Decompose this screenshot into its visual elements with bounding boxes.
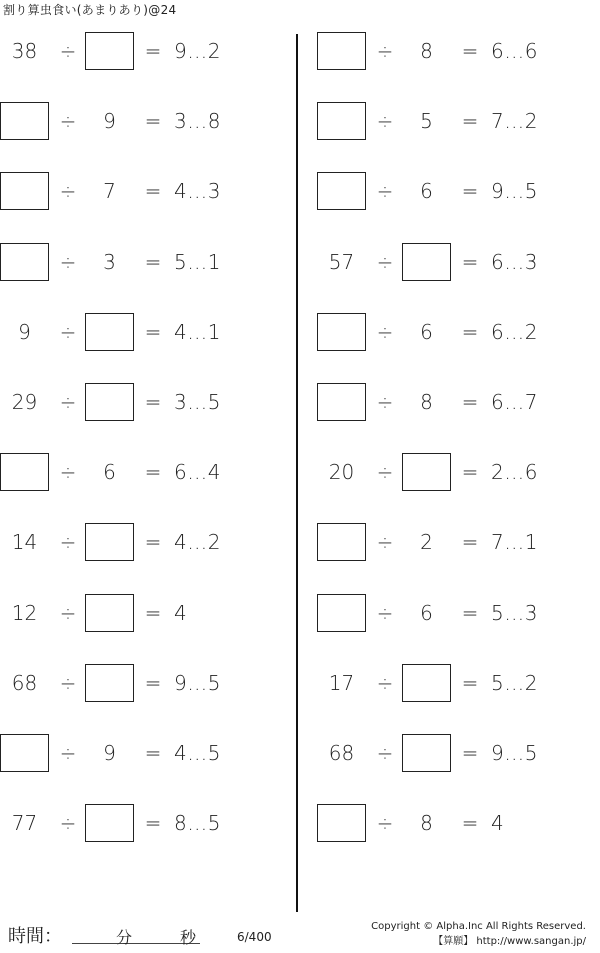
equals-sign: = <box>144 671 162 695</box>
divide-sign: ÷ <box>376 39 394 63</box>
answer-box[interactable] <box>317 804 366 842</box>
problem-row <box>317 453 597 491</box>
divide-sign: ÷ <box>59 601 77 625</box>
divide-sign: ÷ <box>59 390 77 414</box>
quotient-remainder: 6…2 <box>491 320 538 344</box>
answer-box[interactable] <box>85 32 134 70</box>
equals-sign: = <box>461 320 479 344</box>
answer-box[interactable] <box>317 313 366 351</box>
problem-row <box>317 664 597 702</box>
equals-sign: = <box>144 109 162 133</box>
quotient-remainder: 9…5 <box>491 741 538 765</box>
equals-sign: = <box>461 811 479 835</box>
answer-box[interactable] <box>317 172 366 210</box>
quotient-remainder: 8…5 <box>174 811 221 835</box>
problem-row <box>317 102 597 140</box>
divide-sign: ÷ <box>59 320 77 344</box>
quotient-remainder: 6…6 <box>491 39 538 63</box>
equals-sign: = <box>144 179 162 203</box>
equals-sign: = <box>144 390 162 414</box>
dividend: 68 <box>328 741 355 765</box>
divide-sign: ÷ <box>376 671 394 695</box>
quotient-remainder: 7…2 <box>491 109 538 133</box>
divide-sign: ÷ <box>59 741 77 765</box>
dividend: 38 <box>11 39 38 63</box>
answer-box[interactable] <box>85 523 134 561</box>
divide-sign: ÷ <box>376 460 394 484</box>
problem-row <box>317 313 597 351</box>
equals-sign: = <box>144 601 162 625</box>
divide-sign: ÷ <box>59 460 77 484</box>
quotient-remainder: 6…3 <box>491 250 538 274</box>
problem-row <box>317 383 597 421</box>
dividend: 77 <box>11 811 38 835</box>
answer-box[interactable] <box>0 734 49 772</box>
divide-sign: ÷ <box>376 530 394 554</box>
problem-row <box>0 313 280 351</box>
quotient-remainder: 9…5 <box>491 179 538 203</box>
answer-box[interactable] <box>317 32 366 70</box>
dividend: 9 <box>18 320 31 344</box>
worksheet-title: 割り算虫食い(あまりあり)@24 <box>3 3 177 17</box>
equals-sign: = <box>461 741 479 765</box>
answer-box[interactable] <box>0 453 49 491</box>
divide-sign: ÷ <box>376 179 394 203</box>
divide-sign: ÷ <box>376 109 394 133</box>
equals-sign: = <box>461 601 479 625</box>
divisor: 3 <box>103 250 116 274</box>
equals-sign: = <box>461 39 479 63</box>
divisor: 5 <box>420 109 433 133</box>
divide-sign: ÷ <box>59 530 77 554</box>
answer-box[interactable] <box>85 594 134 632</box>
answer-box[interactable] <box>402 734 451 772</box>
equals-sign: = <box>461 390 479 414</box>
answer-box[interactable] <box>402 243 451 281</box>
answer-box[interactable] <box>85 804 134 842</box>
equals-sign: = <box>144 460 162 484</box>
divisor: 9 <box>103 741 116 765</box>
dividend: 20 <box>328 460 355 484</box>
page-number: 6/400 <box>237 930 272 944</box>
divide-sign: ÷ <box>376 250 394 274</box>
answer-box[interactable] <box>317 594 366 632</box>
quotient-remainder: 4 <box>174 601 188 625</box>
problem-row <box>0 594 280 632</box>
problem-row <box>0 243 280 281</box>
quotient-remainder: 9…2 <box>174 39 221 63</box>
divisor: 2 <box>420 530 433 554</box>
problem-row <box>0 102 280 140</box>
answer-box[interactable] <box>0 243 49 281</box>
equals-sign: = <box>144 741 162 765</box>
divisor: 6 <box>420 179 433 203</box>
divide-sign: ÷ <box>59 39 77 63</box>
quotient-remainder: 9…5 <box>174 671 221 695</box>
equals-sign: = <box>461 109 479 133</box>
quotient-remainder: 3…5 <box>174 390 221 414</box>
seconds-label: 秒 <box>180 928 197 947</box>
problem-row <box>0 804 280 842</box>
problem-row <box>317 32 597 70</box>
quotient-remainder: 3…8 <box>174 109 221 133</box>
answer-box[interactable] <box>0 102 49 140</box>
quotient-remainder: 6…4 <box>174 460 221 484</box>
answer-box[interactable] <box>85 383 134 421</box>
dividend: 12 <box>11 601 38 625</box>
quotient-remainder: 4…3 <box>174 179 221 203</box>
divide-sign: ÷ <box>376 811 394 835</box>
problem-row <box>317 804 597 842</box>
dividend: 68 <box>11 671 38 695</box>
equals-sign: = <box>144 530 162 554</box>
quotient-remainder: 4…2 <box>174 530 221 554</box>
divisor: 8 <box>420 811 433 835</box>
column-divider <box>296 34 298 912</box>
answer-box[interactable] <box>0 172 49 210</box>
dividend: 57 <box>328 250 355 274</box>
problem-row <box>0 453 280 491</box>
quotient-remainder: 5…3 <box>491 601 538 625</box>
equals-sign: = <box>144 811 162 835</box>
divisor: 6 <box>420 320 433 344</box>
quotient-remainder: 2…6 <box>491 460 538 484</box>
equals-sign: = <box>461 460 479 484</box>
equals-sign: = <box>461 179 479 203</box>
answer-box[interactable] <box>402 453 451 491</box>
quotient-remainder: 5…2 <box>491 671 538 695</box>
divide-sign: ÷ <box>59 109 77 133</box>
minutes-label: 分 <box>116 928 133 947</box>
problem-row <box>0 172 280 210</box>
quotient-remainder: 7…1 <box>491 530 538 554</box>
divisor: 8 <box>420 39 433 63</box>
quotient-remainder: 5…1 <box>174 250 221 274</box>
copyright-text: Copyright © Alpha.Inc All Rights Reserved. <box>371 921 586 932</box>
site-url: 【算願】 http://www.sangan.jp/ <box>433 936 586 947</box>
divide-sign: ÷ <box>376 320 394 344</box>
time-label: 時間： <box>8 926 62 947</box>
divide-sign: ÷ <box>376 741 394 765</box>
answer-box[interactable] <box>85 313 134 351</box>
problem-row <box>317 523 597 561</box>
answer-box[interactable] <box>85 664 134 702</box>
problem-row <box>317 594 597 632</box>
quotient-remainder: 6…7 <box>491 390 538 414</box>
problem-row <box>317 172 597 210</box>
copyright-block <box>371 919 586 949</box>
problem-row <box>0 32 280 70</box>
divisor: 7 <box>103 179 116 203</box>
problem-row <box>317 734 597 772</box>
equals-sign: = <box>144 320 162 344</box>
problem-row <box>0 664 280 702</box>
divisor: 6 <box>103 460 116 484</box>
divisor: 6 <box>420 601 433 625</box>
equals-sign: = <box>144 250 162 274</box>
divide-sign: ÷ <box>59 250 77 274</box>
problem-row <box>0 734 280 772</box>
quotient-remainder: 4 <box>491 811 505 835</box>
equals-sign: = <box>144 39 162 63</box>
divide-sign: ÷ <box>59 811 77 835</box>
answer-box[interactable] <box>402 664 451 702</box>
quotient-remainder: 4…5 <box>174 741 221 765</box>
equals-sign: = <box>461 530 479 554</box>
divide-sign: ÷ <box>59 179 77 203</box>
equals-sign: = <box>461 671 479 695</box>
answer-box[interactable] <box>317 102 366 140</box>
problem-row <box>0 523 280 561</box>
divide-sign: ÷ <box>376 601 394 625</box>
divisor: 9 <box>103 109 116 133</box>
divisor: 8 <box>420 390 433 414</box>
problem-row <box>317 243 597 281</box>
problem-row <box>0 383 280 421</box>
answer-box[interactable] <box>317 523 366 561</box>
dividend: 14 <box>11 530 38 554</box>
divide-sign: ÷ <box>59 671 77 695</box>
answer-box[interactable] <box>317 383 366 421</box>
divide-sign: ÷ <box>376 390 394 414</box>
quotient-remainder: 4…1 <box>174 320 221 344</box>
dividend: 29 <box>11 390 38 414</box>
equals-sign: = <box>461 250 479 274</box>
dividend: 17 <box>328 671 355 695</box>
